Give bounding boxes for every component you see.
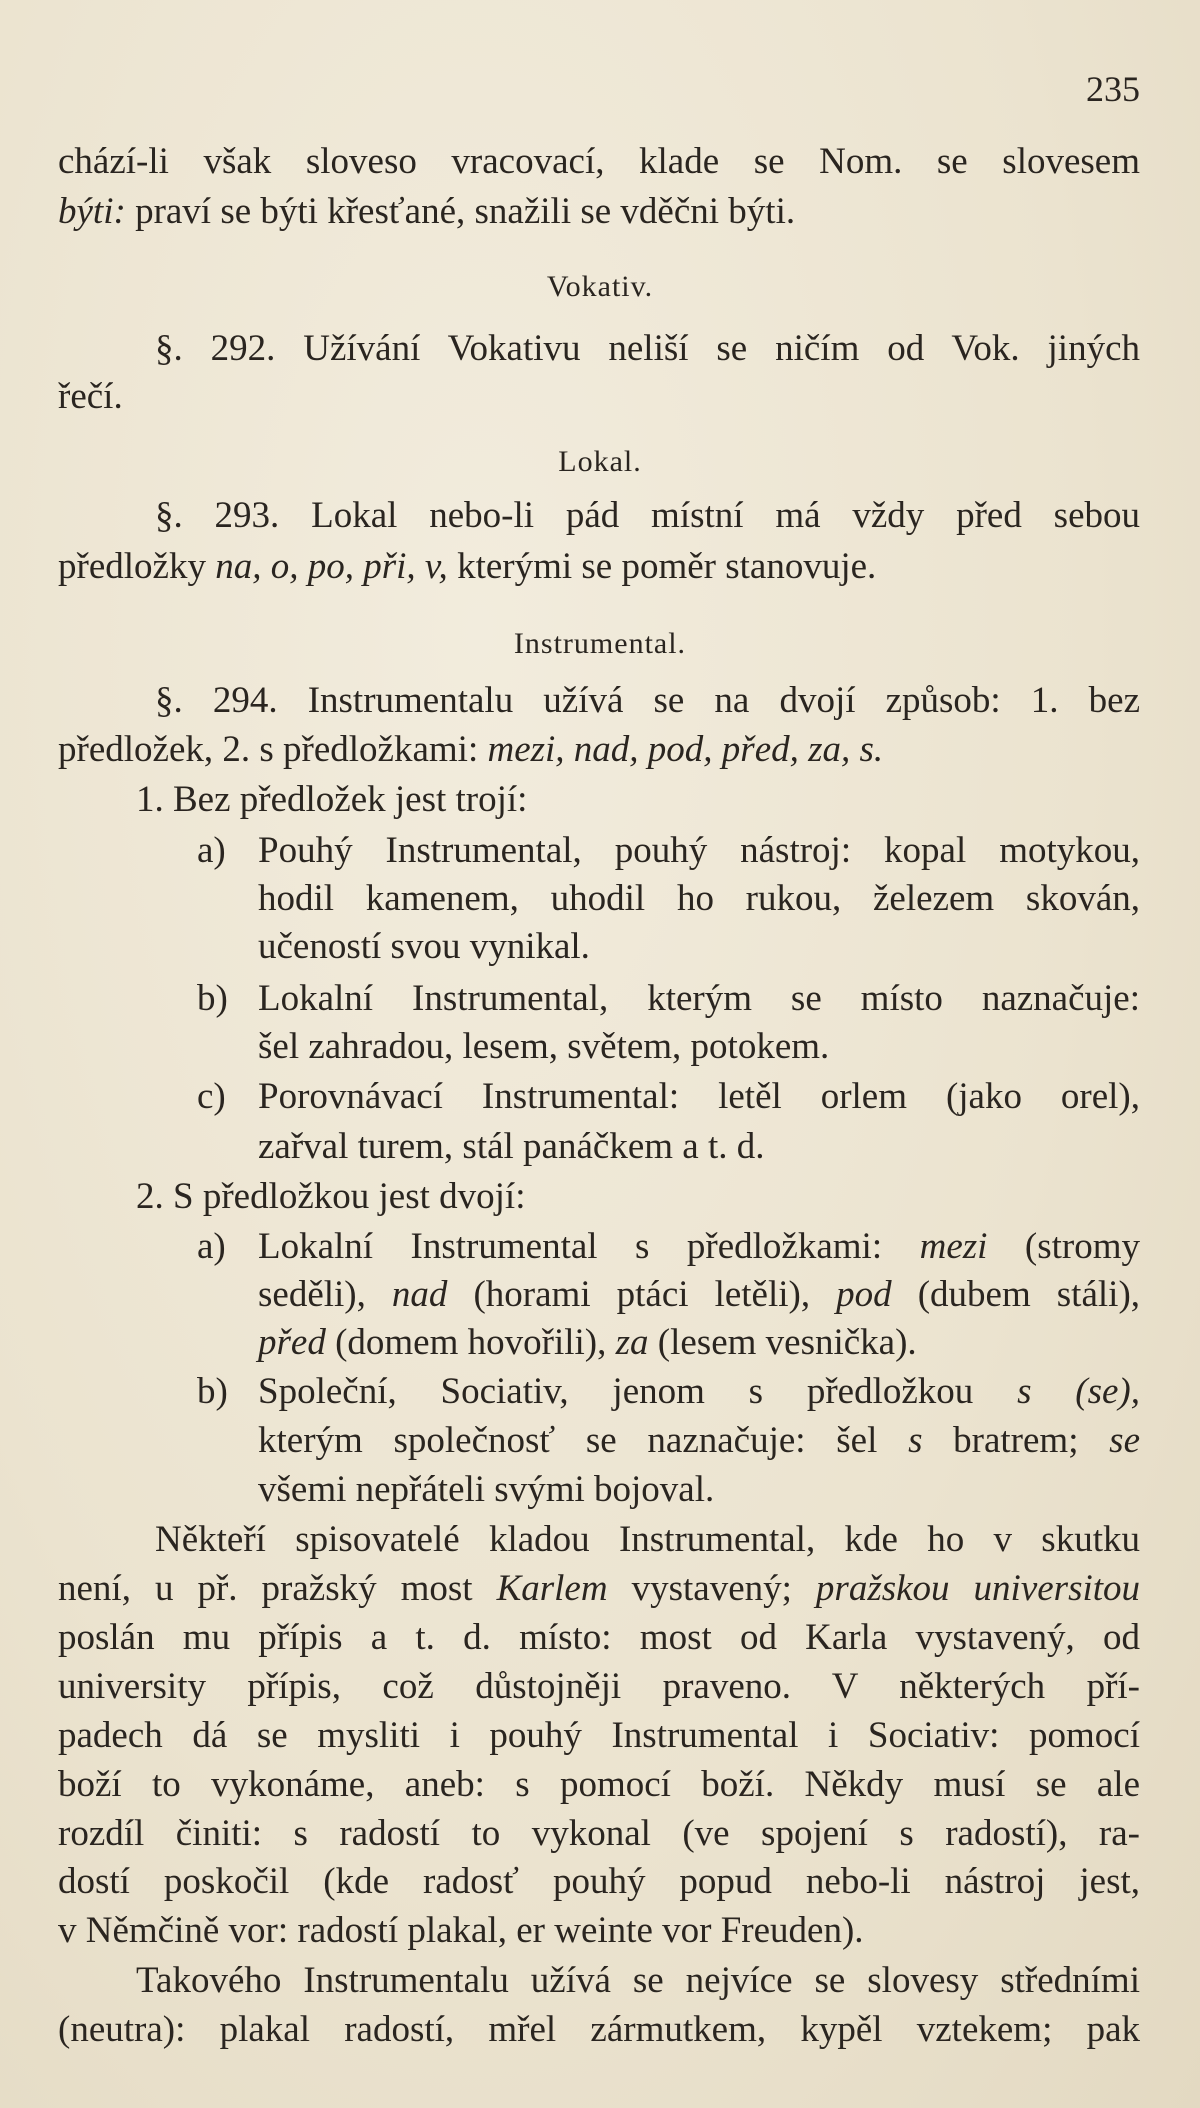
text-line: učeností svou vynikal. — [258, 926, 590, 967]
text-line: §. 292. Užívání Vokativu neliší se ničím od Vok. jiných — [155, 328, 1140, 369]
text-line: šel zahradou, lesem, světem, potokem. — [258, 1026, 830, 1067]
list-label: b) — [197, 978, 228, 1019]
text-line: boží to vykonáme, aneb: s pomocí boží. Někdy musí se ale — [58, 1764, 1140, 1805]
text-line: university přípis, což důstojněji praveno. V některých pří- — [58, 1666, 1140, 1707]
text-line: Pouhý Instrumental, pouhý nástroj: kopal motykou, — [258, 830, 1140, 871]
text-line: Společní, Sociativ, jenom s předložkou s (se), — [258, 1371, 1141, 1412]
text-line: (neutra): plakal radostí, mřel zármutkem, kypěl vztekem; pak — [58, 2009, 1140, 2050]
text-line: 2. S předložkou jest dvojí: — [136, 1176, 526, 1217]
text-line: není, u př. pražský most Karlem vystavený; pražskou universitou — [58, 1568, 1141, 1609]
text-line: seděli), nad (horami ptáci letěli), pod (dubem stáli), — [258, 1274, 1141, 1315]
list-label: b) — [197, 1371, 228, 1412]
text-line: 1. Bez předložek jest trojí: — [136, 779, 528, 820]
text-line: Někteří spisovatelé kladou Instrumental, kde ho v skutku — [155, 1519, 1140, 1560]
text-line: Takového Instrumentalu užívá se nejvíce se slovesy středními — [136, 1960, 1140, 2001]
text-line: poslán mu přípis a t. d. místo: most od Karla vystavený, od — [58, 1617, 1140, 1658]
text-line: zařval turem, stál panáčkem a t. d. — [258, 1126, 765, 1167]
text-line: v Němčině vor: radostí plakal, er weinte vor Freuden). — [58, 1910, 864, 1951]
text-line: chází-li však sloveso vracovací, klade se Nom. se slovesem — [58, 141, 1140, 182]
text-line: předložky na, o, po, při, v, kterými se poměr stanovuje. — [58, 546, 877, 587]
text-line: §. 293. Lokal nebo-li pád místní má vždy před sebou — [155, 495, 1140, 536]
text-line: padech dá se mysliti i pouhý Instrumental i Sociativ: pomocí — [58, 1715, 1140, 1756]
text-line: kterým společnosť se naznačuje: šel s bratrem; se — [258, 1420, 1140, 1461]
text-line: všemi nepřáteli svými bojoval. — [258, 1469, 715, 1510]
text-line: Lokalní Instrumental, kterým se místo naznačuje: — [258, 978, 1140, 1019]
section-heading: Vokativ. — [546, 270, 654, 303]
list-label: a) — [197, 1226, 226, 1267]
section-heading: Lokal. — [558, 445, 642, 478]
text-line: §. 294. Instrumentalu užívá se na dvojí způsob: 1. bez — [155, 680, 1140, 721]
text-line: Porovnávací Instrumental: letěl orlem (jako orel), — [258, 1076, 1140, 1117]
section-heading: Instrumental. — [513, 627, 687, 660]
text-line: rozdíl činiti: s radostí to vykonal (ve spojení s radostí), ra- — [58, 1813, 1140, 1854]
text-line: dostí poskočil (kde radosť pouhý popud nebo-li nástroj jest, — [58, 1861, 1140, 1902]
text-line: Lokalní Instrumental s předložkami: mezi (stromy — [258, 1226, 1141, 1267]
text-line: před (domem hovořili), za (lesem vesnička). — [258, 1322, 917, 1363]
list-label: a) — [197, 830, 226, 871]
text-line: býti: praví se býti křesťané, snažili se vděčni býti. — [58, 191, 796, 232]
text-line: předložek, 2. s předložkami: mezi, nad, pod, před, za, s. — [58, 729, 884, 770]
list-label: c) — [197, 1076, 226, 1117]
page-number: 235 — [1086, 69, 1140, 109]
text-line: hodil kamenem, uhodil ho rukou, železem skován, — [258, 878, 1140, 919]
text-line: řečí. — [58, 376, 123, 417]
